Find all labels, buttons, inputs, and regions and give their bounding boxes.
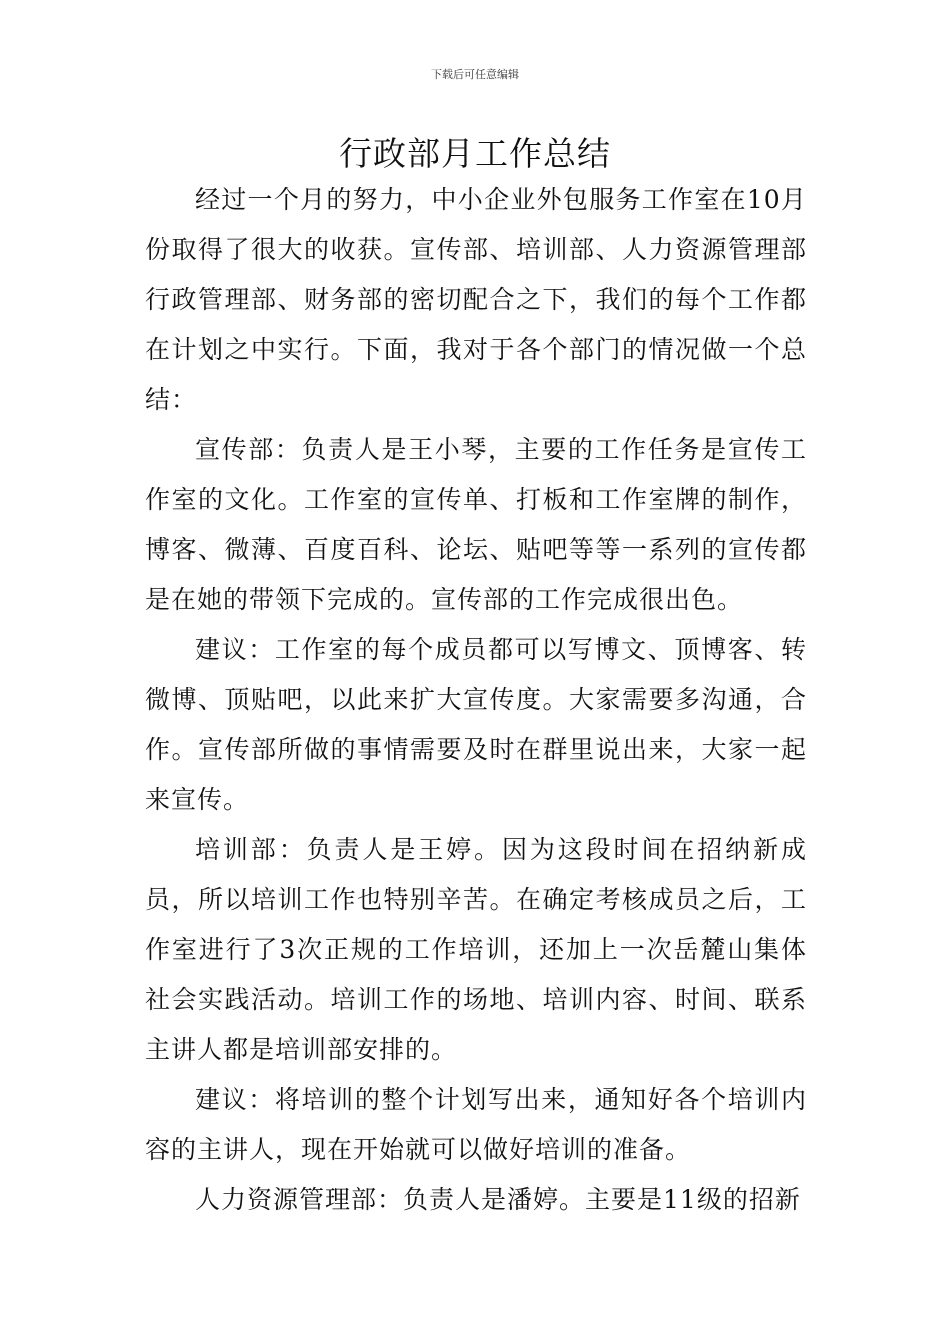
paragraph-publicity-suggestion: 建议：工作室的每个成员都可以写博文、顶博客、转微博、顶贴吧，以此来扩大宣传度。大家需要多沟通，合作。宣传部所做的事情需要及时在群里说出来，大家一起来宣传。 <box>145 635 807 814</box>
paragraph-intro: 经过一个月的努力，中小企业外包服务工作室在10月份取得了很大的收获。宣传部、培训部、人力资源管理部行政管理部、财务部的密切配合之下，我们的每个工作都在计划之中实行。下面，我对于各个部门的情况做一个总结： <box>145 185 807 414</box>
paragraph-training-dept: 培训部：负责人是王婷。因为这段时间在招纳新成员，所以培训工作也特别辛苦。在确定考核成员之后，工作室进行了3次正规的工作培训，还加上一次岳麓山集体社会实践活动。培训工作的场地、培训内容、时间、联系主讲人都是培训部安排的。 <box>145 835 807 1064</box>
document-body <box>145 175 807 1225</box>
document-title: 行政部月工作总结 <box>339 134 611 173</box>
header-note: 下载后可任意编辑 <box>431 68 519 81</box>
paragraph-hr-dept: 人力资源管理部：负责人是潘婷。主要是11级的招新 <box>195 1185 801 1214</box>
paragraph-training-suggestion: 建议：将培训的整个计划写出来，通知好各个培训内容的主讲人，现在开始就可以做好培训的准备。 <box>145 1085 807 1164</box>
paragraph-publicity-dept: 宣传部：负责人是王小琴，主要的工作任务是宣传工作室的文化。工作室的宣传单、打板和工作室牌的制作，博客、微薄、百度百科、论坛、贴吧等等一系列的宣传都是在她的带领下完成的。宣传部的工作完成很出色。 <box>145 435 807 614</box>
